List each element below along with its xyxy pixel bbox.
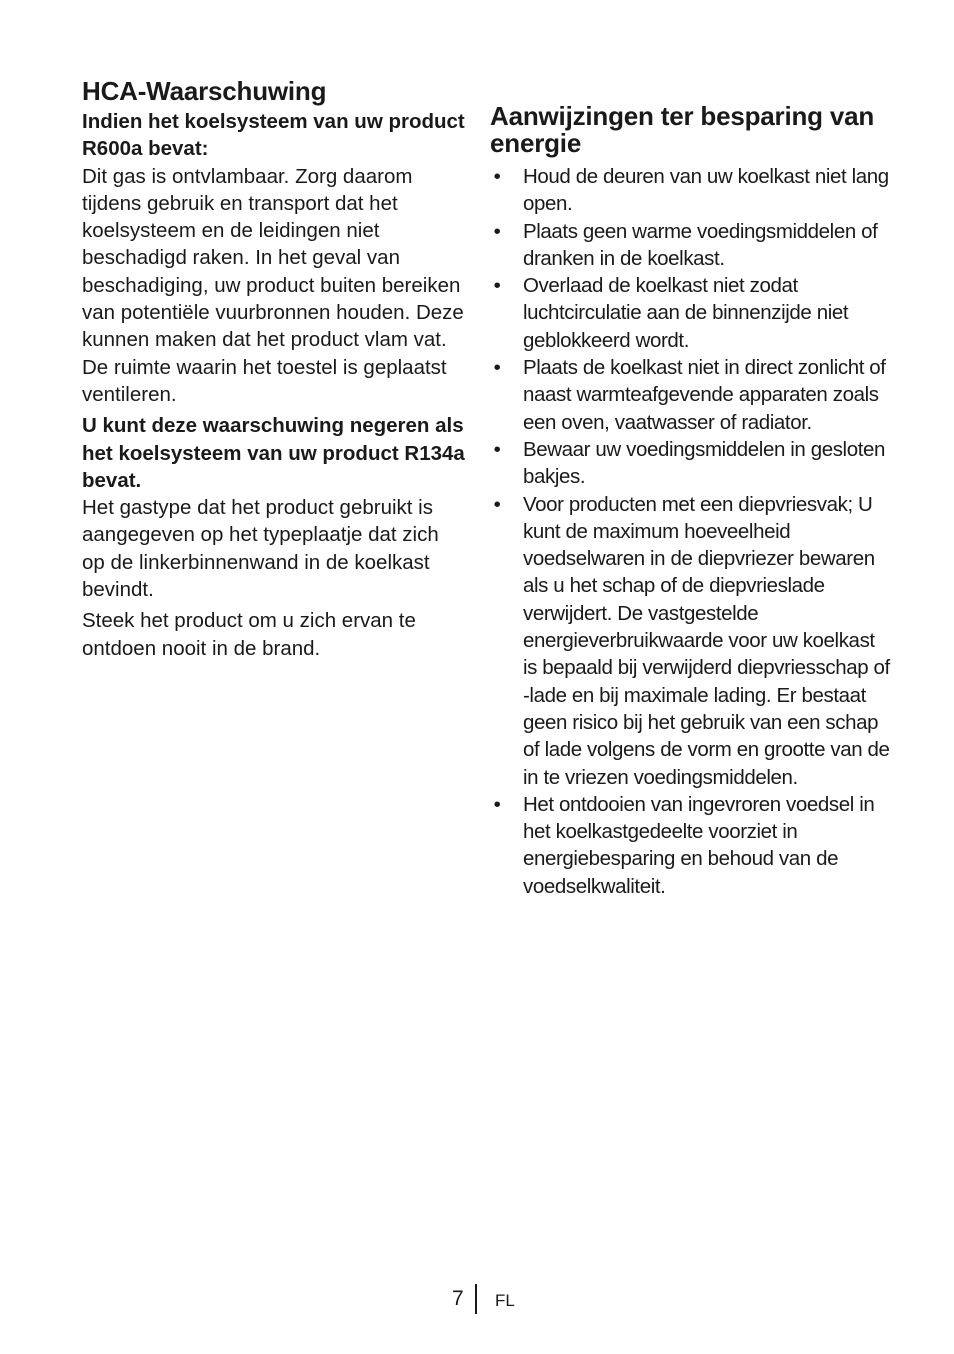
flammable-gas-paragraph: Dit gas is ontvlambaar. Zorg daarom tijdens gebruik en transport dat het koelsysteem en de leidingen niet beschadigd raken. In het geval van beschadiging, uw product buiten bereiken van potentiële vuurbronnen houden. Deze kunnen maken dat het product vlam vat. De ruimte waarin het toestel is geplaatst ventileren. <box>82 164 464 406</box>
list-item-text: Plaats de koelkast niet in direct zonlicht of naast warmteafgevende apparaten zoals een oven, vaatwasser of radiator. <box>523 356 886 434</box>
list-item <box>490 272 890 354</box>
energy-saving-heading: Aanwijzingen ter besparing van energie <box>490 101 875 158</box>
list-item <box>490 218 890 273</box>
hca-warning-heading: HCA-Waarschuwing <box>82 76 327 106</box>
list-item-text: Plaats geen warme voedingsmiddelen of dranken in de koelkast. <box>523 219 878 270</box>
disposal-paragraph: Steek het product om u zich ervan te ontdoen nooit in de brand. <box>82 609 416 660</box>
bullet-icon: • <box>493 437 501 461</box>
r600a-subheading: Indien het koelsysteem van uw product R600a bevat: <box>82 110 465 161</box>
list-item-text: Overlaad de koelkast niet zodat luchtcirculatie aan de binnenzijde niet geblokkeerd wordt. <box>523 274 849 352</box>
list-item <box>490 163 890 218</box>
list-item-text: Het ontdooien van ingevroren voedsel in het koelkastgedeelte voorziet in energiebesparing en behoud van de voedselkwaliteit. <box>523 792 875 898</box>
bullet-icon: • <box>493 165 501 188</box>
bullet-icon: • <box>493 219 501 243</box>
list-item-text: Houd de deuren van uw koelkast niet lang open. <box>523 165 889 216</box>
bullet-icon: • <box>493 356 501 380</box>
list-item-text: Bewaar uw voedingsmiddelen in gesloten bakjes. <box>523 437 886 489</box>
bullet-icon: • <box>493 492 501 516</box>
bullet-icon: • <box>493 792 501 816</box>
bullet-icon: • <box>493 274 501 298</box>
r134a-subheading: U kunt deze waarschuwing negeren als het koelsysteem van uw product R134a bevat. <box>82 414 465 492</box>
page-number: 7 <box>452 1287 464 1310</box>
left-column <box>82 76 466 666</box>
list-item <box>490 791 890 900</box>
gas-type-paragraph: Het gastype dat het product gebruikt is aangegeven op het typeplaatje dat zich op de linkerbinnenwand in de koelkast bevindt. <box>82 496 439 602</box>
list-item-text: Voor producten met een diepvriesvak; U kunt de maximum hoeveelheid voedselwaren in de diepvriezer bewaren als u het schap of de diepvrieslade verwijdert. De vastgestelde energieverbruikwaarde voor uw koelkast is bepaald bij verwijderd diepvriesschap of -lade en bij maximale lading. Er bestaat geen risico bij het gebruik van een schap of lade volgens de vorm en grootte van de in te vriezen voedingsmiddelen. <box>523 492 890 789</box>
list-item <box>490 354 890 436</box>
list-item <box>490 491 890 791</box>
right-column <box>490 103 890 900</box>
list-item <box>490 436 890 491</box>
footer-divider <box>475 1284 477 1314</box>
language-code: FL <box>495 1291 515 1310</box>
page-footer <box>0 1284 954 1314</box>
energy-tips-list <box>490 163 890 900</box>
